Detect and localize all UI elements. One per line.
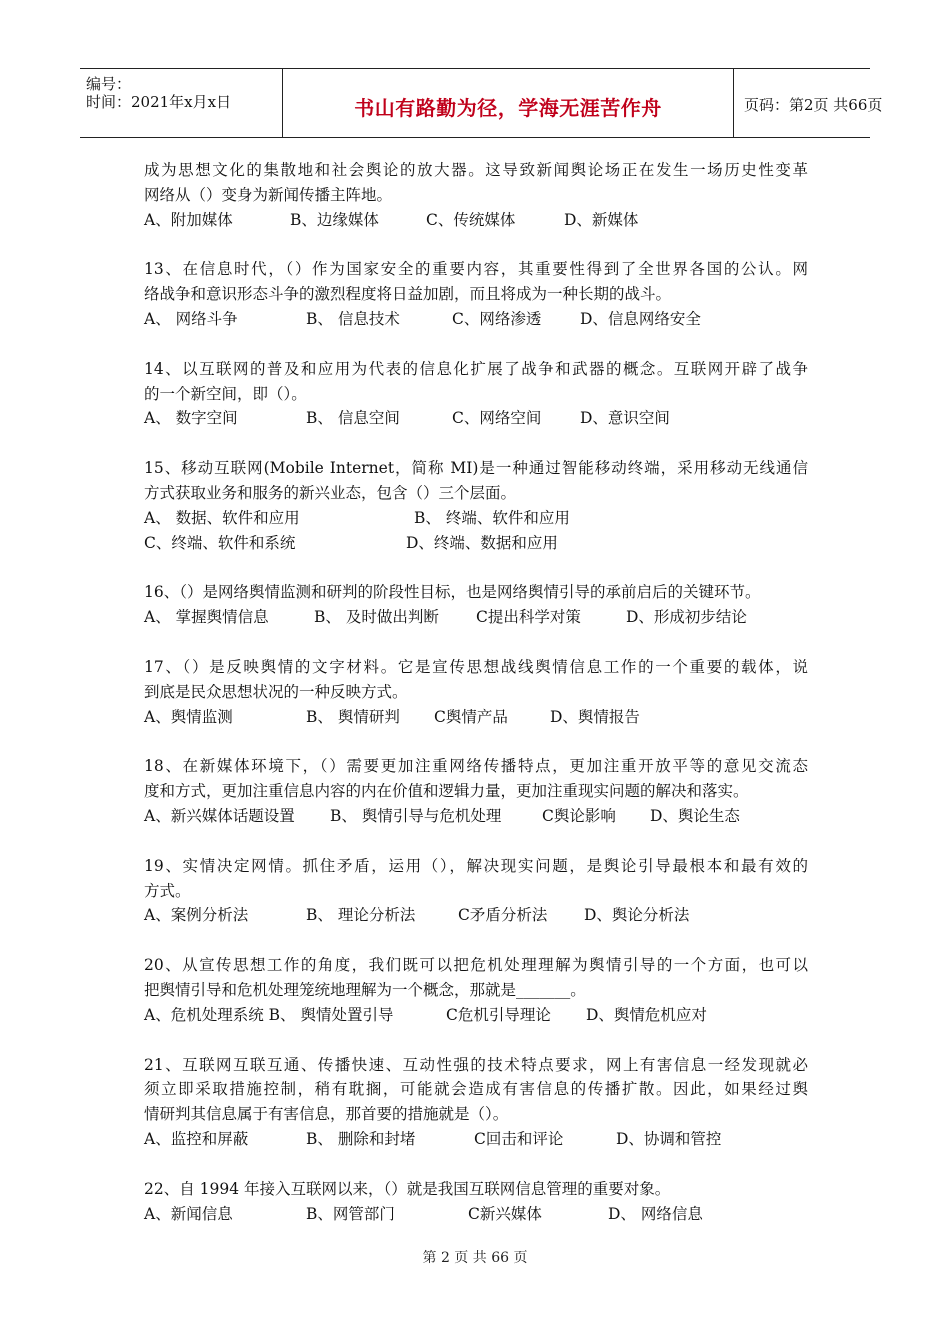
date-label: 时间：2021年x月x日	[86, 93, 232, 111]
question-line: 把舆情引导和危机处理笼统地理解为一个概念，那就是_______。	[144, 980, 586, 999]
option-c: C舆情产品	[434, 707, 508, 726]
option-d: D、形成初步结论	[626, 608, 747, 627]
option-a: A、新兴媒体话题设置	[144, 806, 295, 825]
question-line: 15、移动互联网(Mobile Internet，简称 MI)是一种通过智能移动终端，采用移动无线通信	[144, 459, 808, 478]
header-left-cell	[80, 69, 283, 137]
option-d: D、协调和管控	[616, 1129, 722, 1148]
option-b: B、 终端、软件和应用	[414, 508, 570, 527]
option-row	[144, 531, 808, 556]
option-c: C提出科学对策	[476, 608, 581, 627]
option-b: B、 舆情研判	[306, 707, 400, 726]
question-block	[144, 854, 808, 928]
option-c: C矛盾分析法	[458, 906, 548, 925]
question-block	[144, 953, 808, 1027]
question-block	[144, 158, 808, 232]
option-row	[144, 1202, 808, 1227]
header-center-cell	[283, 69, 734, 137]
question-block	[144, 754, 808, 828]
option-a: A、 掌握舆情信息	[144, 608, 269, 627]
question-line: 14、以互联网的普及和应用为代表的信息化扩展了战争和武器的概念。互联网开辟了战争	[144, 359, 808, 378]
option-row	[144, 506, 808, 531]
option-a: A、舆情监测	[144, 707, 233, 726]
header-right-cell	[734, 69, 883, 137]
option-row	[144, 1127, 808, 1152]
option-d: D、新媒体	[564, 210, 639, 229]
option-b: B、 舆情引导与危机处理	[330, 806, 502, 825]
option-c: C新兴媒体	[468, 1204, 542, 1223]
option-b: B、 及时做出判断	[314, 608, 439, 627]
question-line: 13、在信息时代，（）作为国家安全的重要内容，其重要性得到了全世界各国的公认。网	[144, 260, 808, 279]
option-c: C、终端、软件和系统	[144, 533, 296, 552]
option-a: A、监控和屏蔽	[144, 1129, 249, 1148]
question-block	[144, 257, 808, 331]
question-line: 的一个新空间，即（）。	[144, 384, 307, 403]
number-label: 编号：	[86, 75, 132, 93]
option-d: D、舆论生态	[650, 806, 740, 825]
option-d: D、意识空间	[580, 409, 670, 428]
question-line: 到底是民众思想状况的一种反映方式。	[144, 682, 408, 701]
question-line: 20、从宣传思想工作的角度，我们既可以把危机处理理解为舆情引导的一个方面，也可以	[144, 956, 808, 975]
question-block	[144, 456, 808, 555]
option-d: D、舆情报告	[550, 707, 640, 726]
question-line: 网络从（）变身为新闻传播主阵地。	[144, 185, 393, 204]
page-info: 页码：第2页 共66页	[744, 96, 883, 114]
motto: 书山有路勤为径，学海无涯苦作舟	[354, 96, 662, 120]
option-b: B、 删除和封堵	[306, 1129, 416, 1148]
option-c: C舆论影响	[542, 806, 616, 825]
option-row	[144, 804, 808, 829]
question-block	[144, 1177, 808, 1227]
option-a: A、 网络斗争	[144, 309, 238, 328]
option-a: A、案例分析法	[144, 906, 249, 925]
option-b: B、边缘媒体	[290, 210, 379, 229]
option-b: B、 理论分析法	[306, 906, 416, 925]
question-block	[144, 655, 808, 729]
question-line: 度和方式，更加注重信息内容的内在价值和逻辑力量，更加注重现实问题的解决和落实。	[144, 782, 749, 801]
option-row	[144, 903, 808, 928]
option-row	[144, 705, 808, 730]
option-b: B、网管部门	[306, 1204, 395, 1223]
header-table	[80, 68, 883, 138]
option-d: D、信息网络安全	[580, 309, 701, 328]
question-line: 络战争和意识形态斗争的激烈程度将日益加剧，而且将成为一种长期的战斗。	[144, 285, 672, 304]
option-row	[144, 605, 808, 630]
option-a: A、附加媒体	[144, 210, 233, 229]
question-block	[144, 1053, 808, 1152]
question-line: 16、（）是网络舆情监测和研判的阶段性目标，也是网络舆情引导的承前启后的关键环节。	[144, 583, 761, 602]
option-c: C回击和评论	[474, 1129, 564, 1148]
question-block	[144, 357, 808, 431]
option-row	[144, 1003, 808, 1028]
question-line: 情研判其信息属于有害信息，那首要的措施就是（）。	[144, 1105, 509, 1124]
option-row	[144, 208, 808, 233]
option-a: A、新闻信息	[144, 1204, 233, 1223]
question-line: 须立即采取措施控制，稍有耽搁，可能就会造成有害信息的传播扩散。因此，如果经过舆	[144, 1080, 808, 1099]
question-line: 21、互联网互联互通、传播快速、互动性强的技术特点要求，网上有害信息一经发现就必	[144, 1055, 808, 1074]
option-b: B、 信息空间	[306, 409, 400, 428]
option-a: A、 数字空间	[144, 409, 238, 428]
page-footer: 第 2 页 共 66 页	[422, 1250, 528, 1266]
question-line: 18、在新媒体环境下，（）需要更加注重网络传播特点，更加注重开放平等的意见交流态	[144, 757, 808, 776]
question-line: 成为思想文化的集散地和社会舆论的放大器。这导致新闻舆论场正在发生一场历史性变革	[144, 161, 808, 179]
option-c: C、网络渗透	[452, 309, 542, 328]
question-line: 17、（）是反映舆情的文字材料。它是宣传思想战线舆情信息工作的一个重要的载体，说	[144, 657, 808, 676]
option-d: D、舆论分析法	[584, 906, 690, 925]
option-d: D、 网络信息	[608, 1204, 703, 1223]
question-list	[144, 158, 808, 1251]
option-row	[144, 307, 808, 332]
question-line: 19、实情决定网情。抓住矛盾，运用（），解决现实问题，是舆论引导最根本和最有效的	[144, 856, 808, 875]
option-row	[144, 406, 808, 431]
option-c: C危机引导理论	[446, 1005, 551, 1024]
option-a: A、 数据、软件和应用	[144, 508, 300, 527]
option-d: D、终端、数据和应用	[406, 533, 558, 552]
question-line: 22、自 1994 年接入互联网以来，（）就是我国互联网信息管理的重要对象。	[144, 1179, 671, 1198]
option-c: C、传统媒体	[426, 210, 516, 229]
option-a: A、危机处理系统 B、 舆情处置引导	[144, 1005, 394, 1024]
option-c: C、网络空间	[452, 409, 542, 428]
option-b: B、 信息技术	[306, 309, 400, 328]
question-block	[144, 580, 808, 630]
question-line: 方式获取业务和服务的新兴业态，包含（）三个层面。	[144, 483, 517, 502]
question-line: 方式。	[144, 881, 191, 900]
option-d: D、舆情危机应对	[586, 1005, 707, 1024]
